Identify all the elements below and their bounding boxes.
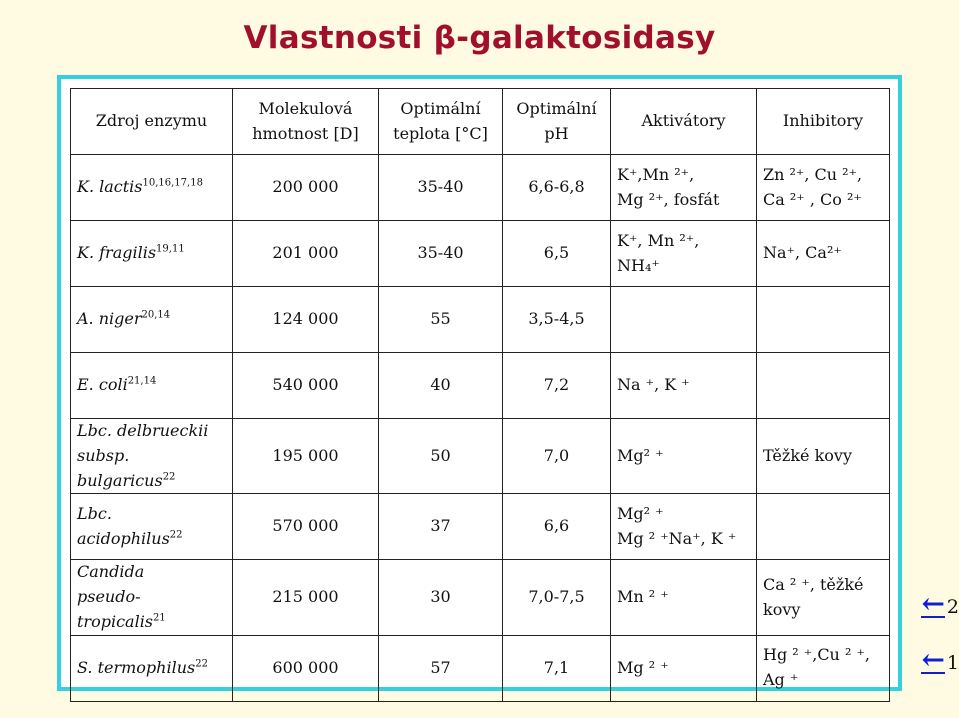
table-row — [71, 287, 890, 353]
nav-back-1[interactable] — [921, 643, 959, 676]
cell-mass: 600 000 — [233, 635, 379, 701]
cell-ph: 6,6 — [503, 494, 611, 560]
cell-source: Lbc. acidophilus$^{22}$ — [71, 494, 233, 560]
cell-inhibitors — [757, 287, 890, 353]
cell-activators — [611, 287, 757, 353]
cell-activators: K⁺,Mn ²⁺, Mg ²⁺, fosfát — [611, 155, 757, 221]
left-arrow-icon[interactable]: ← — [921, 587, 945, 620]
cell-temp: 40 — [379, 353, 503, 419]
nav-back-2[interactable] — [921, 587, 959, 620]
cell-mass: 195 000 — [233, 419, 379, 494]
cell-inhibitors: Hg ² ⁺,Cu ² ⁺, Ag ⁺ — [757, 635, 890, 701]
cell-ph: 7,1 — [503, 635, 611, 701]
cell-activators: Mg² ⁺ — [611, 419, 757, 494]
cell-ph: 7,2 — [503, 353, 611, 419]
header-inhibitors: Inhibitory — [757, 89, 890, 155]
cell-temp: 55 — [379, 287, 503, 353]
slide-title: Vlastnosti β-galaktosidasy — [243, 20, 716, 56]
header-source: Zdroj enzymu — [71, 89, 233, 155]
cell-mass: 570 000 — [233, 494, 379, 560]
table-row — [71, 221, 890, 287]
cell-activators: K⁺, Mn ²⁺, NH₄⁺ — [611, 221, 757, 287]
cell-mass: 215 000 — [233, 560, 379, 635]
cell-ph: 7,0-7,5 — [503, 560, 611, 635]
cell-source: K. lactis$^{10,16,17,18}$ — [71, 155, 233, 221]
cell-temp: 35-40 — [379, 155, 503, 221]
enzyme-properties-table — [70, 88, 890, 702]
header-row — [71, 89, 890, 155]
table-row — [71, 419, 890, 494]
header-activators: Aktivátory — [611, 89, 757, 155]
cell-mass: 540 000 — [233, 353, 379, 419]
cell-activators: Mg ² ⁺ — [611, 635, 757, 701]
cell-temp: 37 — [379, 494, 503, 560]
left-arrow-icon[interactable]: ← — [921, 643, 945, 676]
table-row — [71, 560, 890, 635]
cell-ph: 6,5 — [503, 221, 611, 287]
cell-inhibitors: Na⁺, Ca²⁺ — [757, 221, 890, 287]
nav-label: 2 — [946, 596, 959, 618]
nav-label: 1 — [946, 652, 959, 674]
cell-ph: 3,5-4,5 — [503, 287, 611, 353]
cell-mass: 201 000 — [233, 221, 379, 287]
cell-temp: 57 — [379, 635, 503, 701]
header-temp: Optimální teplota [°C] — [379, 89, 503, 155]
cell-source: E. coli$^{21,14}$ — [71, 353, 233, 419]
table-row — [71, 155, 890, 221]
cell-source: A. niger$^{20,14}$ — [71, 287, 233, 353]
cell-inhibitors: Ca ² ⁺, těžké kovy — [757, 560, 890, 635]
table-row — [71, 494, 890, 560]
cell-temp: 35-40 — [379, 221, 503, 287]
cell-temp: 30 — [379, 560, 503, 635]
cell-inhibitors: Zn ²⁺, Cu ²⁺, Ca ²⁺ , Co ²⁺ — [757, 155, 890, 221]
cell-activators: Mg² ⁺ Mg ² ⁺Na⁺, K ⁺ — [611, 494, 757, 560]
cell-inhibitors — [757, 494, 890, 560]
cell-inhibitors — [757, 353, 890, 419]
table-row — [71, 353, 890, 419]
cell-ph: 7,0 — [503, 419, 611, 494]
cell-mass: 124 000 — [233, 287, 379, 353]
cell-inhibitors: Těžké kovy — [757, 419, 890, 494]
cell-activators: Na ⁺, K ⁺ — [611, 353, 757, 419]
cell-source: K. fragilis$^{19,11}$ — [71, 221, 233, 287]
cell-temp: 50 — [379, 419, 503, 494]
cell-activators: Mn ² ⁺ — [611, 560, 757, 635]
cell-source: S. termophilus$^{22}$ — [71, 635, 233, 701]
cell-source: Candida pseudo- tropicalis$^{21}$ — [71, 560, 233, 635]
cell-ph: 6,6-6,8 — [503, 155, 611, 221]
header-ph: Optimální pH — [503, 89, 611, 155]
cell-mass: 200 000 — [233, 155, 379, 221]
table-row — [71, 635, 890, 701]
cell-source: Lbc. delbrueckii subsp. bulgaricus$^{22}$ — [71, 419, 233, 494]
header-mass: Molekulová hmotnost [D] — [233, 89, 379, 155]
